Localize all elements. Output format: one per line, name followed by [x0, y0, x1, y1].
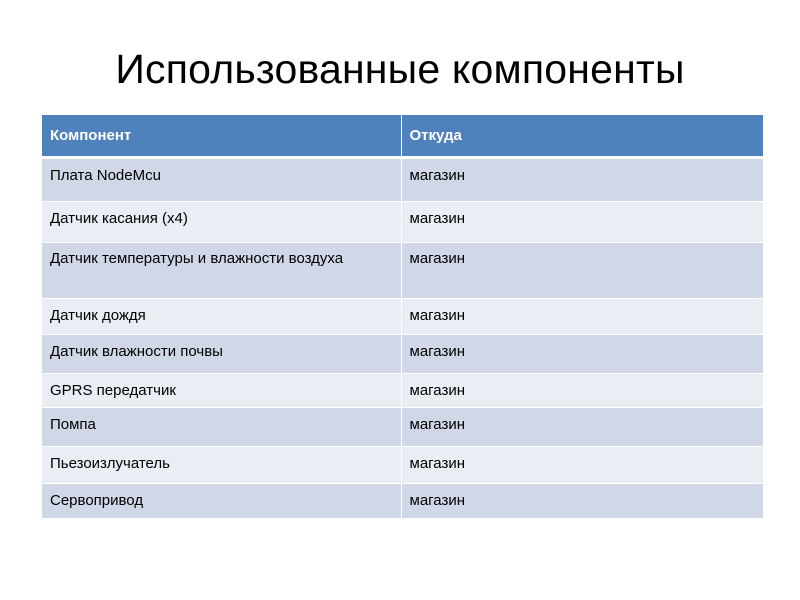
table-row: [42, 484, 763, 518]
table-row: [42, 299, 763, 335]
component-cell: Датчик влажности почвы: [42, 335, 401, 374]
component-cell: GPRS передатчик: [42, 374, 401, 408]
source-cell: магазин: [401, 335, 763, 374]
components-table: [42, 115, 763, 518]
table-row: [42, 447, 763, 484]
component-cell: Сервопривод: [42, 484, 401, 518]
component-cell: Помпа: [42, 408, 401, 447]
header-component: Компонент: [42, 115, 401, 158]
table-row: [42, 243, 763, 299]
source-cell: магазин: [401, 408, 763, 447]
slide-title: Использованные компоненты: [115, 46, 685, 92]
header-source: Откуда: [401, 115, 763, 158]
component-cell: Датчик касания (х4): [42, 202, 401, 243]
source-cell: магазин: [401, 299, 763, 335]
source-cell: магазин: [401, 158, 763, 202]
component-cell: Датчик температуры и влажности воздуха: [42, 243, 401, 299]
table-row: [42, 202, 763, 243]
table-row: [42, 335, 763, 374]
source-cell: магазин: [401, 202, 763, 243]
source-cell: магазин: [401, 447, 763, 484]
component-cell: Плата NodeMcu: [42, 158, 401, 202]
component-cell: Пьезоизлучатель: [42, 447, 401, 484]
table-header-row: [42, 115, 763, 158]
component-cell: Датчик дождя: [42, 299, 401, 335]
table-row: [42, 408, 763, 447]
source-cell: магазин: [401, 374, 763, 408]
table-row: [42, 158, 763, 202]
source-cell: магазин: [401, 243, 763, 299]
table-row: [42, 374, 763, 408]
source-cell: магазин: [401, 484, 763, 518]
